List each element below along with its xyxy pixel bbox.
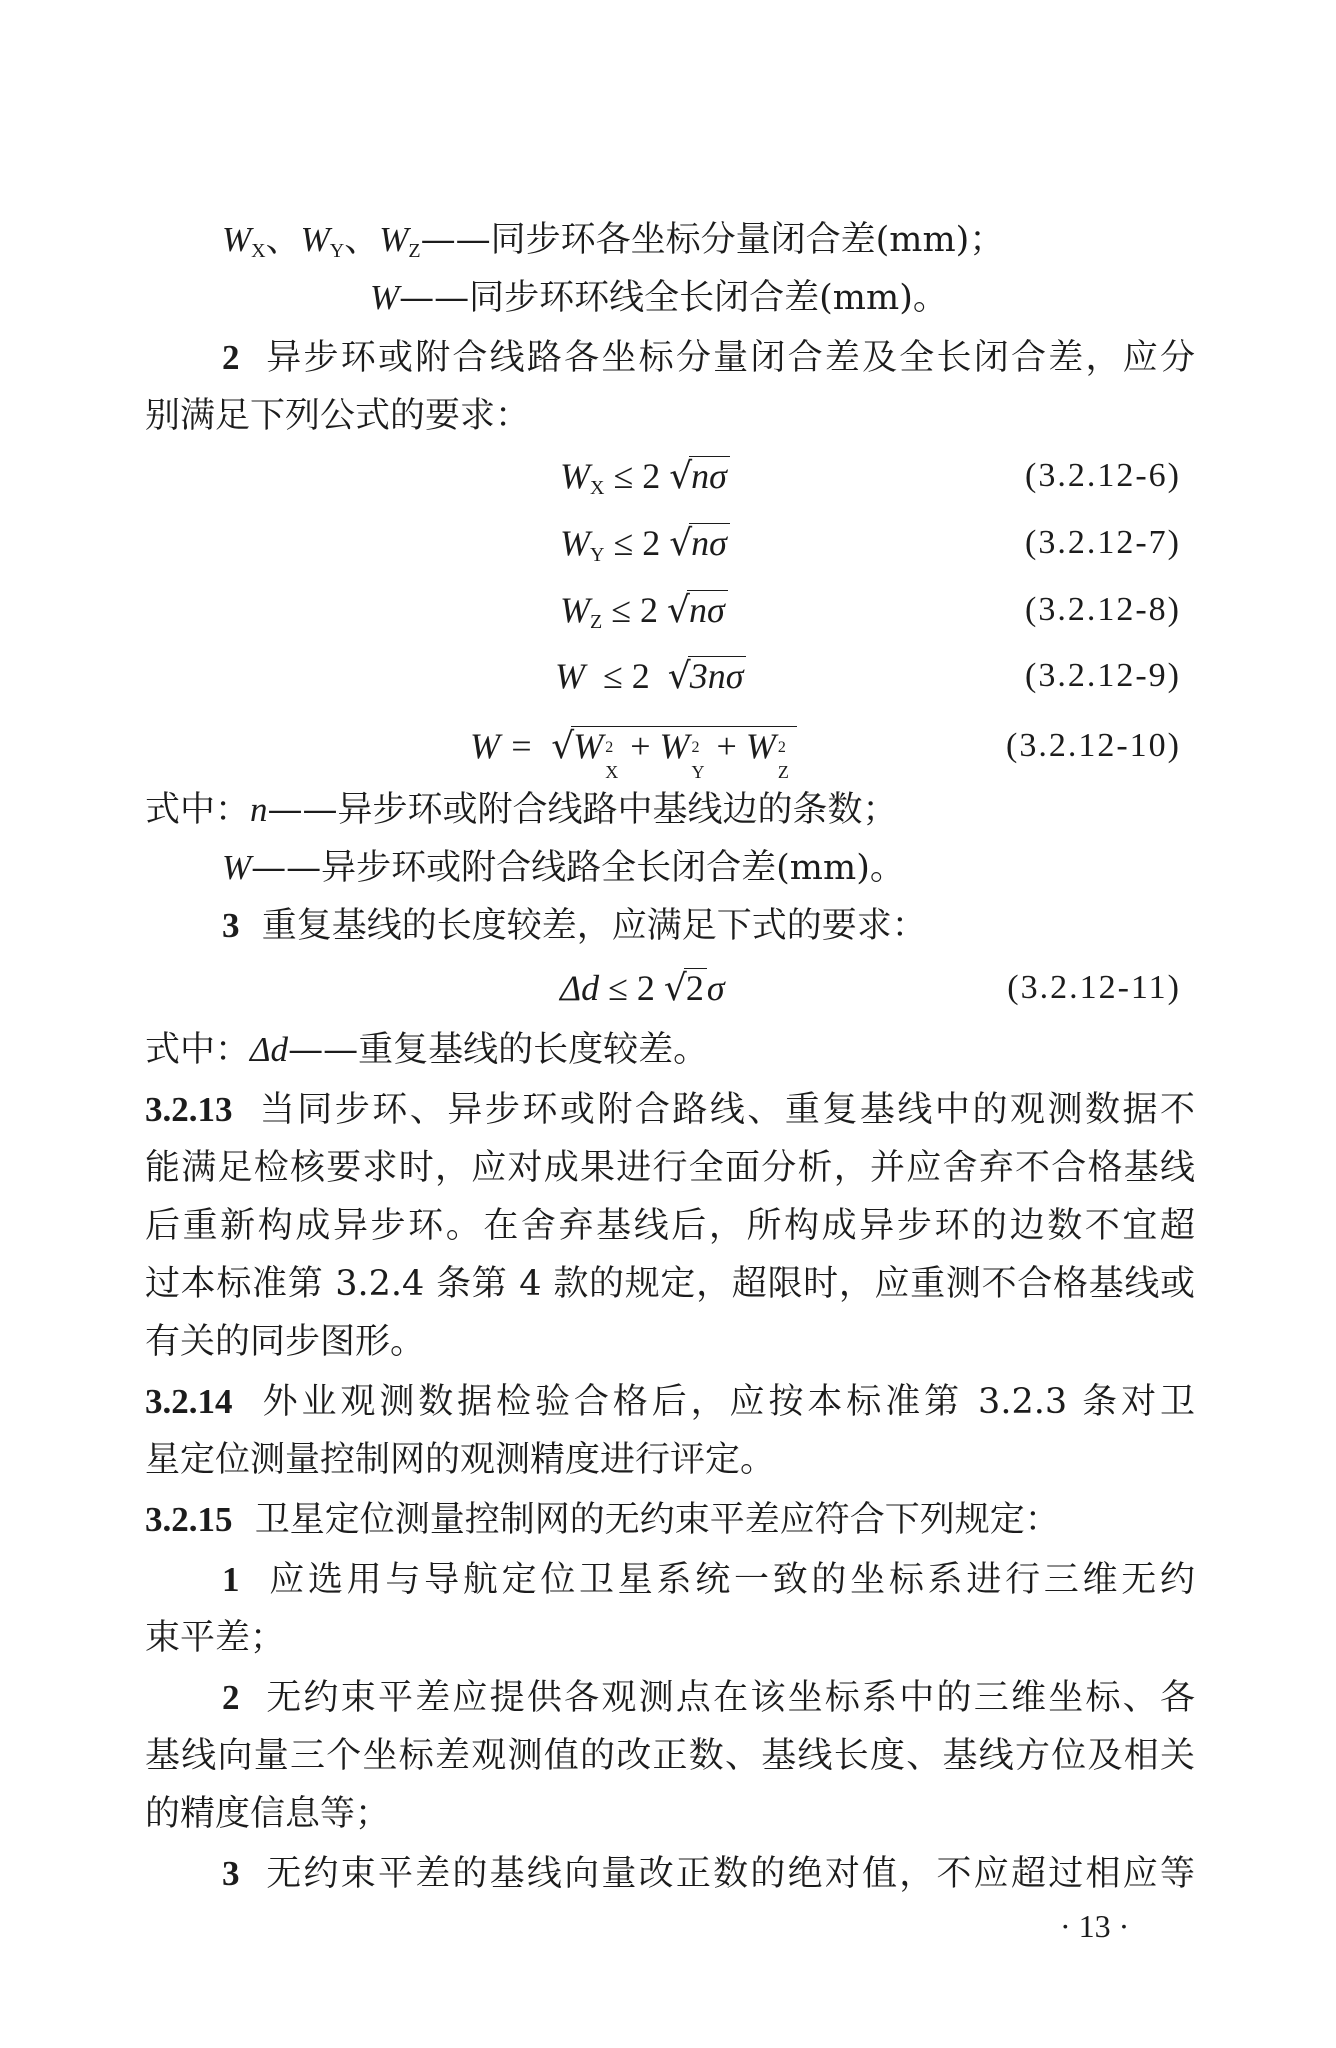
item-text: 无约束平差应提供各观测点在该坐标系中的三维坐标、各 [266, 1678, 1195, 1718]
symbol-w: W [222, 848, 252, 887]
equation-11-number: (3.2.12-11) [1007, 969, 1181, 1006]
where-prefix: 式中： [145, 790, 251, 830]
definition-text: ——异步环或附合线路中基线边的条数； [267, 790, 898, 830]
radical-icon: √ [551, 726, 575, 767]
radical-icon: √ [669, 456, 693, 497]
clause-number: 3.2.13 [145, 1090, 233, 1129]
eq-radicand: nσ [687, 590, 728, 629]
item-number: 3 [222, 906, 240, 945]
equation-8-number: (3.2.12-8) [1025, 591, 1181, 628]
eq-radicand: nσ [689, 523, 730, 562]
eq-lhs: W [560, 523, 590, 563]
equation-7 [560, 515, 730, 583]
clause-3-2-15-item-3-line-1 [222, 1846, 1195, 1902]
radical-icon: √ [666, 590, 690, 631]
clause-3-2-15-item-2-line-2: 基线向量三个坐标差观测值的改正数、基线长度、基线方位及相关 [145, 1736, 1195, 1776]
radical-icon: √ [669, 523, 693, 564]
eq-relation: ≤ 2 [603, 656, 650, 696]
eq-subscript: X [590, 477, 605, 499]
definition-text: ——重复基线的长度较差。 [288, 1030, 709, 1070]
equation-11 [560, 960, 725, 1017]
equation-7-number: (3.2.12-7) [1025, 524, 1181, 561]
clause-number: 3.2.14 [145, 1382, 233, 1421]
item-number: 1 [222, 1560, 240, 1599]
equation-9-number: (3.2.12-9) [1025, 657, 1181, 694]
eq-subscript: Y [590, 544, 605, 566]
definition-sync-total [370, 270, 1336, 326]
clause-3-2-15-item-2-line-3: 的精度信息等； [145, 1794, 391, 1834]
item-number: 3 [222, 1854, 240, 1893]
eq-radicand: 3nσ [688, 656, 747, 695]
equation-10 [470, 718, 797, 782]
clause-3-2-14-line-2: 星定位测量控制网的观测精度进行评定。 [145, 1440, 776, 1480]
clause-text: 卫星定位测量控制网的无约束平差应符合下列规定： [254, 1500, 1060, 1540]
clause-3-2-15 [145, 1492, 1195, 1548]
symbol-w: W [370, 278, 400, 317]
equation-8 [560, 582, 728, 650]
page-number: · 13 · [1060, 1908, 1130, 1944]
equation-6-number: (3.2.12-6) [1025, 457, 1181, 494]
item-number: 2 [222, 338, 240, 377]
eq-radicand: 2 [684, 968, 707, 1007]
definition-text: ——异步环或附合线路全长闭合差(mm)。 [251, 848, 905, 888]
item-2-line-2: 别满足下列公式的要求： [145, 396, 531, 436]
equation-6 [560, 448, 730, 516]
item-text: 重复基线的长度较差，应满足下式的要求： [261, 906, 927, 946]
symbol-n: n [250, 790, 268, 829]
eq-relation: ≤ 2 [611, 590, 658, 630]
eq-relation: ≤ 2 [613, 456, 661, 496]
clause-3-2-14-line-1 [145, 1374, 1195, 1430]
equation-10-number: (3.2.12-10) [1006, 727, 1181, 764]
item-text: 应选用与导航定位卫星系统一致的坐标系进行三维无约 [269, 1560, 1195, 1600]
definition-n [145, 782, 1195, 838]
clause-3-2-15-item-1-line-1 [222, 1552, 1195, 1608]
clause-3-2-13-line-2: 能满足检核要求时，应对成果进行全面分析，并应舍弃不合格基线 [145, 1148, 1195, 1188]
item-text: 异步环或附合线路各坐标分量闭合差及全长闭合差，应分 [266, 338, 1195, 378]
eq-relation: ≤ 2 [613, 523, 661, 563]
clause-3-2-15-item-2-line-1 [222, 1670, 1195, 1726]
eq-radicand: nσ [689, 456, 730, 495]
eq-relation: ≤ 2 [608, 968, 655, 1008]
eq-radicand: W 2 X + W 2 Y + W 2 Z [571, 726, 797, 765]
eq-lhs: W [555, 656, 585, 696]
equation-9 [555, 648, 746, 705]
clause-3-2-15-item-1-line-2: 束平差； [145, 1618, 286, 1658]
clause-text: 外业观测数据检验合格后，应按本标准第 3.2.3 条对卫 [262, 1382, 1195, 1422]
symbol-delta-d: Δd [250, 1030, 289, 1069]
symbol-wy: $W_Y$ [300, 220, 345, 262]
symbol-wz: $W_Z$ [379, 220, 421, 262]
clause-3-2-13-line-5: 有关的同步图形。 [145, 1322, 426, 1362]
clause-3-2-13-line-4: 过本标准第 3.2.4 条第 4 款的规定，超限时，应重测不合格基线或 [145, 1264, 1195, 1304]
clause-number: 3.2.15 [145, 1500, 233, 1539]
definition-delta-d [145, 1022, 1195, 1078]
item-text: 无约束平差的基线向量改正数的绝对值，不应超过相应等 [266, 1854, 1195, 1894]
item-3 [222, 898, 1272, 954]
clause-3-2-13-line-3: 后重新构成异步环。在舍弃基线后，所构成异步环的边数不宜超 [145, 1206, 1195, 1246]
clause-3-2-13-line-1 [145, 1082, 1195, 1138]
eq-lhs: Δd [560, 968, 600, 1008]
definition-sync-components: $W_X$、$W_Y$、$W_Z——$同步环各坐标分量闭合差(mm)； [222, 220, 1005, 262]
definition-text: ——同步环各坐标分量闭合差(mm)； [420, 220, 1005, 260]
eq-lhs: W [560, 456, 590, 496]
clause-text: 当同步环、异步环或附合路线、重复基线中的观测数据不 [259, 1090, 1195, 1130]
definition-text: ——同步环环线全长闭合差(mm)。 [399, 278, 948, 318]
eq-subscript: Z [590, 611, 603, 633]
definition-w [222, 840, 1272, 896]
radical-icon: √ [663, 968, 687, 1009]
item-number: 2 [222, 1678, 240, 1717]
eq-lhs: W [560, 590, 590, 630]
eq-sigma: σ [706, 968, 725, 1008]
symbol-wx: $W_X$ [222, 220, 266, 262]
item-2-line-1 [222, 330, 1195, 386]
where-prefix: 式中： [145, 1030, 251, 1070]
eq-lhs: W = [470, 726, 534, 766]
radical-icon: √ [667, 656, 691, 697]
